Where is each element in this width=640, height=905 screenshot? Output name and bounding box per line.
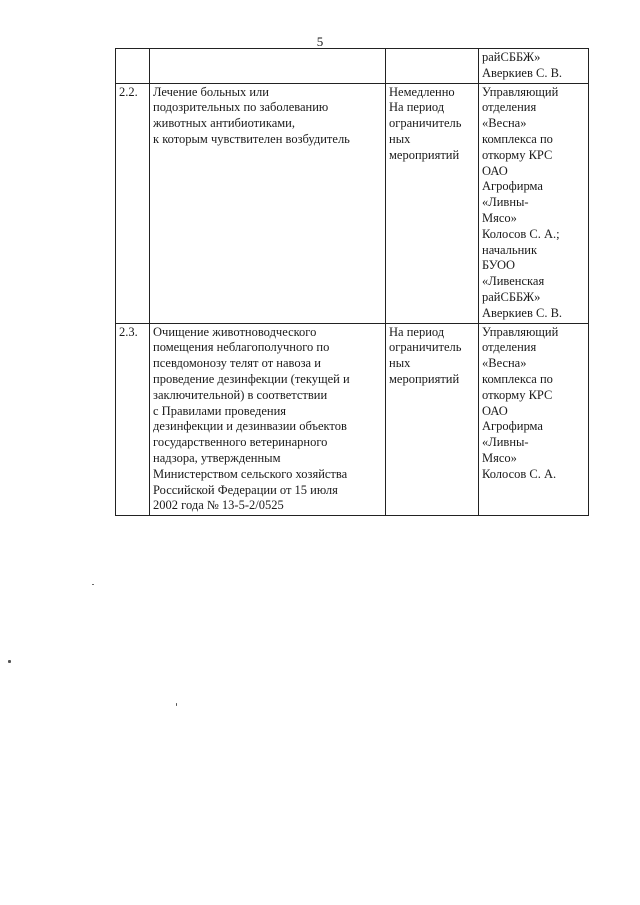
action-cell (150, 49, 386, 84)
scan-speck (8, 660, 11, 663)
table-row (116, 49, 589, 84)
row-number-cell: 2.2. (116, 83, 150, 323)
responsible-cell: Управляющий отделения «Весна» комплекса по откорму КРС ОАО Агрофирма «Ливны- Мясо» Колосов С. А.; начальник БУОО «Ливенская райСББЖ» Аверкиев С. В. (479, 83, 589, 323)
action-cell: Очищение животноводческого помещения неблагополучного по псевдомонозу телят от навоза и проведение дезинфекции (текущей и заключительной) в соответствии с Правилами проведения дезинфекции и дезинвазии объектов государственного ветеринарного надзора, утвержденным Министерством сельского хозяйства Российской Федерации от 15 июля 2002 года № 13-5-2/0525 (150, 323, 386, 516)
scan-speck (176, 703, 177, 706)
page-number: 5 (316, 34, 324, 49)
responsible-cell: Управляющий отделения «Весна» комплекса по откорму КРС ОАО Агрофирма «Ливны- Мясо» Колосов С. А. (479, 323, 589, 516)
responsible-cell: райСББЖ» Аверкиев С. В. (479, 49, 589, 84)
table-row (116, 323, 589, 516)
table-row (116, 83, 589, 323)
term-cell (386, 49, 479, 84)
scan-speck (92, 584, 94, 585)
term-cell: На период ограничитель ных мероприятий (386, 323, 479, 516)
measures-table (115, 48, 589, 516)
row-number-cell (116, 49, 150, 84)
term-cell: Немедленно На период ограничитель ных мероприятий (386, 83, 479, 323)
action-cell: Лечение больных или подозрительных по заболеванию животных антибиотиками, к которым чувствителен возбудитель (150, 83, 386, 323)
row-number-cell: 2.3. (116, 323, 150, 516)
